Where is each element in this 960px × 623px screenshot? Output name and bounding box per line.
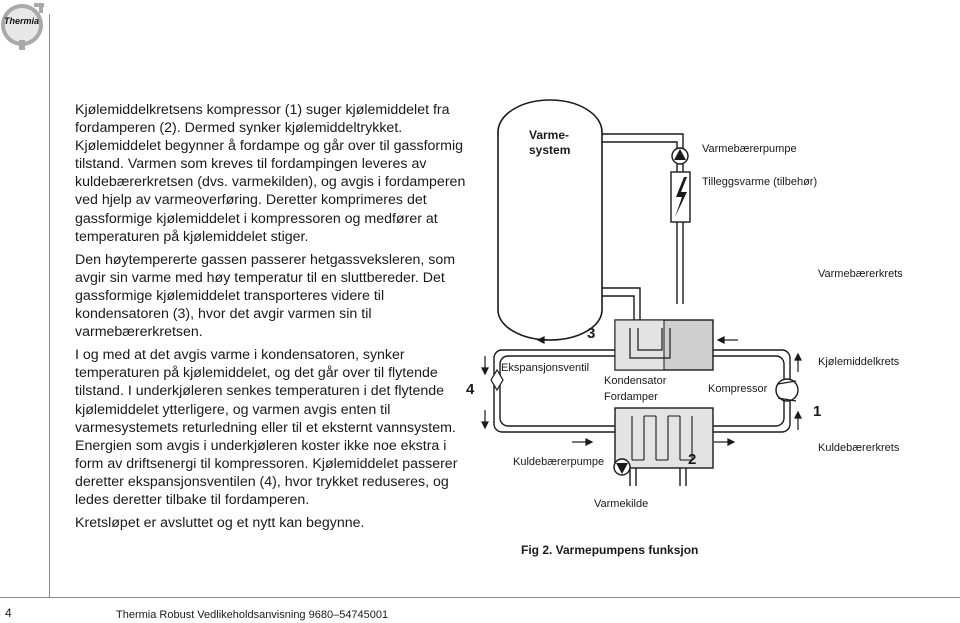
compressor-icon — [776, 379, 798, 401]
cold-carrier-pipes — [630, 468, 686, 486]
frame-vertical-rule — [49, 14, 50, 597]
body-text — [75, 101, 475, 537]
page-number: 4 — [5, 606, 12, 620]
cold-carrier-pump-label: Kuldebærerpumpe — [513, 456, 605, 468]
figure-caption: Fig 2. Varmepumpens funksjon — [521, 543, 699, 557]
lightning-icon — [671, 172, 690, 222]
frame-horizontal-rule — [0, 597, 960, 598]
heat-pump-diagram — [466, 88, 950, 528]
heat-carrier-circuit-label: Varmebærerkrets — [818, 268, 903, 280]
cold-carrier-circuit-label: Kuldebærerkrets — [818, 442, 900, 454]
paragraph-4: Kretsløpet er avsluttet og et nytt kan begynne. — [75, 515, 365, 532]
number-2: 2 — [688, 451, 697, 468]
expansion-valve-label: Ekspansjonsventil — [501, 362, 590, 374]
condenser-label: Kondensator — [604, 375, 667, 387]
heating-system-label-2: system — [529, 143, 571, 157]
number-1: 1 — [813, 403, 822, 420]
additional-heat-label: Tilleggsvarme (tilbehør) — [702, 176, 818, 188]
number-3: 3 — [587, 325, 596, 342]
footer-text: Thermia Robust Vedlikeholdsanvisning 9680–54745001 — [116, 609, 389, 621]
cold-carrier-pump-icon — [614, 459, 630, 475]
heat-source-label: Varmekilde — [594, 498, 649, 510]
heating-system-label-1: Varme- — [529, 128, 570, 142]
number-4: 4 — [466, 381, 475, 398]
paragraph-1: Kjølemiddelkretsens kompressor (1) suger kjølemiddelet fra fordamperen (2). Dermed synker kjølemiddeltrykket. Kjølemiddelet begynner å fordampe og går over til gassformig tilstand. Varmen som kreves til fordampingen leveres av kuldebærerkretsen (dvs. varmekilden), og avgis i fordamperen ved hjelp av varmeoverføring. Deretter komprimeres det gassformige kjølemiddelet i kompressoren og medfører at temperaturen på kjølemiddelet stiger. — [75, 102, 466, 245]
heat-carrier-pump-icon — [672, 148, 688, 164]
paragraph-2: Den høytempererte gassen passerer hetgassveksleren, som avgir sin varme med høy temperatur til en sluttbereder. Det gassformige kjølemiddelet transporteres videre til kondensatoren (3), hvor det avgir varmen sin til varmebærerkretsen. — [75, 251, 456, 341]
heat-carrier-pump-label: Varmebærerpumpe — [702, 143, 797, 155]
paragraph-3: I og med at det avgis varme i kondensatoren, synker temperaturen på kjølemiddelet, og det går over til flytende tilstand. I underkjøleren senkes temperaturen i det flytende kjølemiddelet ytterligere, og varmen avgis enten til varmesystemets returledning eller til et eksternt vannsystem. Energien som avgis i underkjøleren koster ikke noe ekstra i form av driftsenergi til kompressoren. Kjølemiddelet passerer deretter ekspansjonsventilen (4), hvor trykket reduseres, og ledes deretter tilbake til fordamperen. — [75, 347, 458, 508]
logo-text: Thermia — [4, 16, 40, 26]
refrigerant-circuit-label: Kjølemiddelkrets — [818, 356, 900, 368]
compressor-label: Kompressor — [708, 383, 768, 395]
evaporator-label: Fordamper — [604, 391, 658, 403]
thermia-logo — [0, 0, 50, 50]
heating-circuit-pipes — [602, 134, 683, 352]
